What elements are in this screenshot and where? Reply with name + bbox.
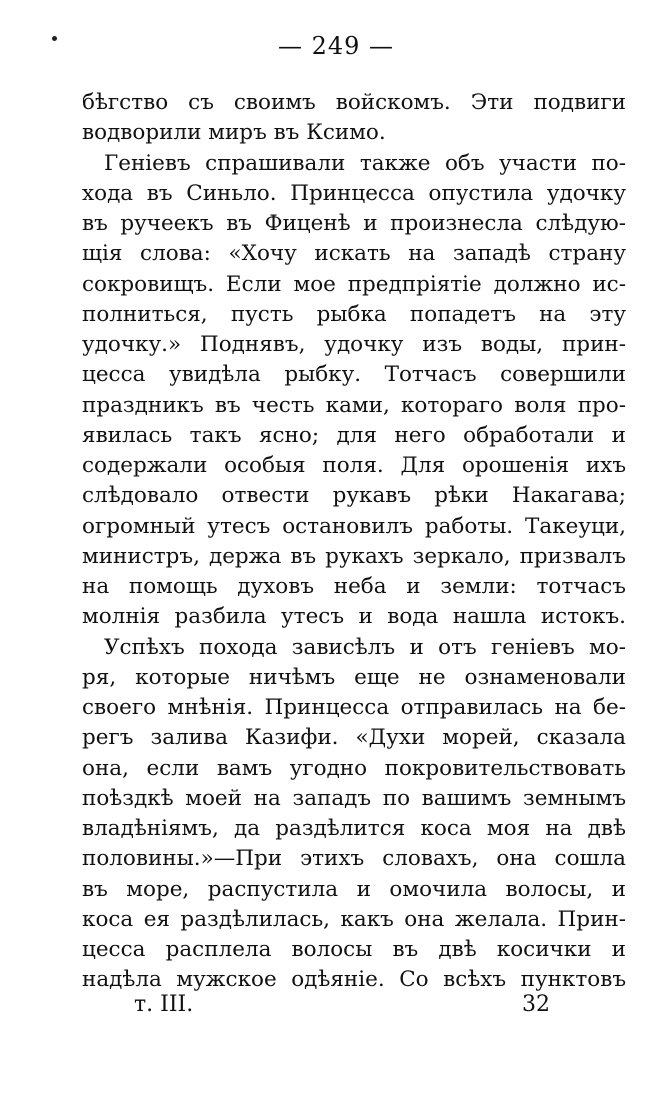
page-number: — 249 — [277, 32, 395, 60]
text-line: регъ залива Казифи. «Духи морей, сказала [82, 725, 626, 751]
text-line: министръ, держа въ рукахъ зеркало, призвалъ [82, 543, 626, 569]
text-line: въ море, распустила и омочила волосы, и [82, 876, 626, 902]
text-line: владѣніямъ, да раздѣлится коса моя на двѣ [82, 816, 626, 841]
text-line: Успѣхъ похода зависѣлъ и отъ геніевъ мо- [104, 634, 626, 660]
signature-mark: 32 [522, 992, 550, 1017]
page-footer [82, 992, 626, 1022]
text-line: праздникъ въ честь ками, котораго воля про- [82, 392, 626, 418]
text-line: Геніевъ спрашивали также объ участи по- [104, 150, 626, 176]
text-line: она, если вамъ угодно покровительствовать [82, 755, 626, 781]
volume-mark: т. III. [134, 992, 194, 1017]
text-line: огромный утесъ остановилъ работы. Такеуци, [82, 513, 626, 539]
text-line: сокровищъ. Если мое предпріятіе должно ис- [82, 271, 626, 297]
text-line: молнія разбила утесъ и вода нашла истокъ. [82, 604, 626, 630]
text-line: цесса увидѣла рыбку. Тотчасъ совершили [82, 362, 626, 388]
text-line: своего мнѣнія. Принцесса отправилась на бе- [82, 695, 626, 720]
text-line: слѣдовало отвести рукавъ рѣки Накагава; [82, 483, 626, 509]
text-line: хода въ Синьло. Принцесса опустила удочку [82, 180, 626, 206]
text-line: удочку.» Поднявъ, удочку изъ воды, прин- [82, 332, 626, 357]
text-line: коса ея раздѣлилась, какъ она желала. Прин- [82, 906, 626, 932]
text-line: содержали особыя поля. Для орошенія ихъ [82, 453, 626, 478]
text-line: поѣздкѣ моей на западъ по вашимъ земнымъ [82, 785, 626, 811]
text-line: бѣгство съ своимъ войскомъ. Эти подвиги [82, 90, 626, 115]
text-line: цесса расплела волосы въ двѣ косички и [82, 937, 626, 962]
text-line: на помощь духовъ неба и земли: тотчасъ [82, 574, 626, 599]
text-line: полниться, пусть рыбка попадетъ на эту [82, 301, 626, 327]
body-text [82, 88, 626, 996]
text-line: явилась такъ ясно; для него обработали и [82, 422, 626, 448]
text-line: ря, которые ничѣмъ еще не ознаменовали [82, 664, 626, 690]
text-line: щія слова: «Хочу искать на западѣ страну [82, 241, 626, 267]
text-line: надѣла мужское одѣяніе. Со всѣхъ пунктовъ [82, 967, 626, 993]
text-line: въ ручеекъ въ Фиценѣ и произнесла слѣдую- [82, 211, 626, 236]
text-line: водворили миръ въ Ксимо. [82, 120, 386, 146]
text-line: половины.»—При этихъ словахъ, она сошла [82, 846, 626, 872]
